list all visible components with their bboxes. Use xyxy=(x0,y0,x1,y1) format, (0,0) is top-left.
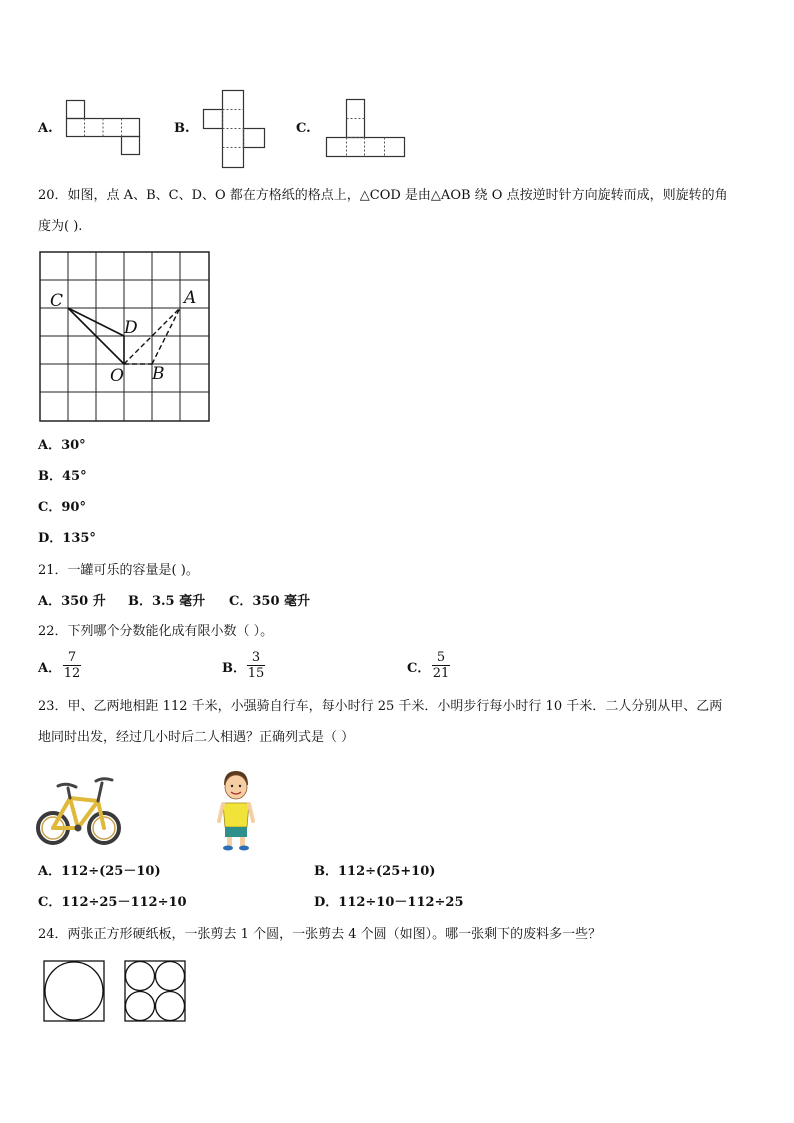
q22-option-b-fraction xyxy=(247,650,265,681)
q23-option-b: B．112÷(25+10) xyxy=(314,864,436,879)
q20-question-text-line2: 度为( ). xyxy=(38,219,83,234)
bicycle-illustration xyxy=(36,771,124,851)
q19-net-a-figure xyxy=(66,100,142,158)
q22-option-a-label: A． xyxy=(38,661,62,676)
q22-option-c-label: C． xyxy=(407,661,431,676)
point-o-label: O xyxy=(110,366,124,386)
q20-rotation-grid-figure xyxy=(38,251,214,423)
point-b-label: B xyxy=(152,364,165,384)
q23-option-a: A．112÷(25－10) xyxy=(38,864,161,879)
q19-option-b-label: B. xyxy=(174,121,190,136)
q23-option-d: D．112÷10－112÷25 xyxy=(314,895,464,910)
square-with-four-circles-figure xyxy=(124,960,188,1024)
fraction-numerator: 5 xyxy=(432,650,450,666)
q22-option-b-label: B． xyxy=(222,661,246,676)
q22-question-text: 22．下列哪个分数能化成有限小数（ ）。 xyxy=(38,624,274,639)
point-a-label: A xyxy=(184,288,197,308)
fraction-denominator: 15 xyxy=(247,666,265,681)
q19-net-c-figure xyxy=(326,99,406,159)
q21-option-b: B．3.5 毫升 xyxy=(128,594,206,609)
q19-net-b-figure xyxy=(203,90,267,170)
fraction-numerator: 3 xyxy=(247,650,265,666)
q22-option-c-fraction xyxy=(432,650,450,681)
q20-question-text-line1: 20．如图，点 A、B、C、D、O 都在方格纸的格点上，△COD 是由△AOB 绕 O 点按逆时针方向旋转而成，则旋转的角 xyxy=(38,188,728,203)
q23-question-text-line1: 23．甲、乙两地相距 112 千米，小强骑自行车，每小时行 25 千米．小明步行每小时行 10 千米．二人分别从甲、乙两 xyxy=(38,699,723,714)
q23-option-c: C．112÷25－112÷10 xyxy=(38,895,187,910)
q21-option-c: C．350 毫升 xyxy=(229,594,311,609)
q23-question-text-line2: 地同时出发，经过几小时后二人相遇？正确列式是（ ） xyxy=(38,730,355,745)
fraction-denominator: 21 xyxy=(432,666,450,681)
q24-question-text: 24．两张正方形硬纸板，一张剪去 1 个圆，一张剪去 4 个圆（如图）。哪一张剩下的废料多一些？ xyxy=(38,927,602,942)
q20-option-b: B．45° xyxy=(38,469,87,484)
q19-option-a-label: A. xyxy=(38,121,53,136)
fraction-denominator: 12 xyxy=(63,666,81,681)
boy-illustration xyxy=(216,769,256,853)
point-d-label: D xyxy=(124,318,138,338)
square-with-one-circle-figure xyxy=(43,960,107,1024)
q20-option-a: A．30° xyxy=(38,438,86,453)
q21-option-a: A．350 升 xyxy=(38,594,106,609)
point-c-label: C xyxy=(50,291,64,311)
fraction-numerator: 7 xyxy=(63,650,81,666)
q21-question-text: 21．一罐可乐的容量是( )。 xyxy=(38,563,199,578)
q20-option-c: C．90° xyxy=(38,500,86,515)
q19-option-c-label: C. xyxy=(296,121,311,136)
q22-option-a-fraction xyxy=(63,650,81,681)
q20-option-d: D．135° xyxy=(38,531,96,546)
